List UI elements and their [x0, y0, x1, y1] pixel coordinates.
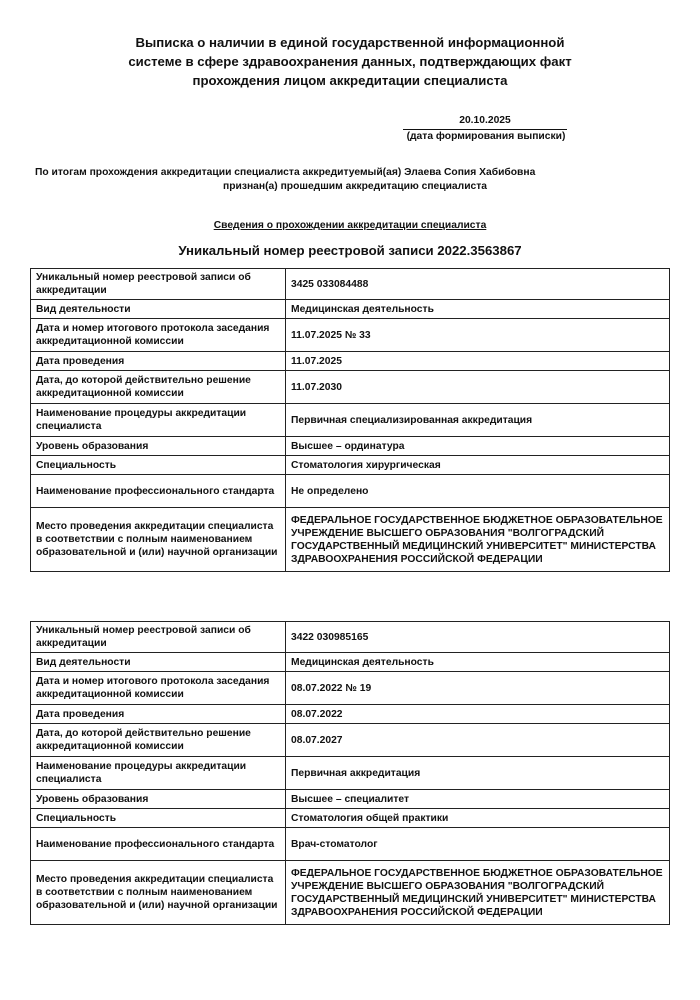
row-label: Наименование процедуры аккредитации специалиста — [31, 404, 286, 437]
document-title-line: системе в сфере здравоохранения данных, подтверждающих факт — [128, 54, 572, 69]
document-title-line: прохождения лицом аккредитации специалиста — [192, 73, 508, 88]
table-row — [31, 809, 670, 828]
row-value: ФЕДЕРАЛЬНОЕ ГОСУДАРСТВЕННОЕ БЮДЖЕТНОЕ ОБРАЗОВАТЕЛЬНОЕ УЧРЕЖДЕНИЕ ВЫСШЕГО ОБРАЗОВАНИЯ "ВОЛГОГРАДСКИЙ ГОСУДАРСТВЕННЫЙ МЕДИЦИНСКИЙ УНИВЕРСИТЕТ" МИНИСТЕРСТВА ЗДРАВООХРАНЕНИЯ РОССИЙСКОЙ ФЕДЕРАЦИИ — [286, 508, 670, 572]
row-value: Стоматология общей практики — [286, 809, 670, 828]
table-row — [31, 622, 670, 653]
table-row — [31, 672, 670, 705]
table-row — [31, 269, 670, 300]
table-row — [31, 404, 670, 437]
row-label: Дата и номер итогового протокола заседания аккредитационной комиссии — [31, 319, 286, 352]
row-value: 11.07.2030 — [286, 371, 670, 404]
row-label: Вид деятельности — [31, 300, 286, 319]
table-row — [31, 790, 670, 809]
intro-line: признан(а) прошедшим аккредитацию специалиста — [223, 181, 488, 192]
row-label: Специальность — [31, 809, 286, 828]
row-value: 3425 033084488 — [286, 269, 670, 300]
table-row — [31, 508, 670, 572]
row-label: Дата проведения — [31, 352, 286, 371]
table-row — [31, 828, 670, 861]
row-label: Наименование процедуры аккредитации специалиста — [31, 757, 286, 790]
intro-line: По итогам прохождения аккредитации специалиста аккредитуемый(ая) Элаева Сопия Хабибовна — [35, 167, 536, 178]
table-row — [31, 705, 670, 724]
row-label: Уровень образования — [31, 437, 286, 456]
registry-number-heading: Уникальный номер реестровой записи 2022.3563867 — [178, 243, 522, 258]
table-row — [31, 724, 670, 757]
row-value: Врач-стоматолог — [286, 828, 670, 861]
row-label: Дата, до которой действительно решение аккредитационной комиссии — [31, 371, 286, 404]
row-value: ФЕДЕРАЛЬНОЕ ГОСУДАРСТВЕННОЕ БЮДЖЕТНОЕ ОБРАЗОВАТЕЛЬНОЕ УЧРЕЖДЕНИЕ ВЫСШЕГО ОБРАЗОВАНИЯ "ВОЛГОГРАДСКИЙ ГОСУДАРСТВЕННЫЙ МЕДИЦИНСКИЙ УНИВЕРСИТЕТ" МИНИСТЕРСТВА ЗДРАВООХРАНЕНИЯ РОССИЙСКОЙ ФЕДЕРАЦИИ — [286, 861, 670, 925]
row-value: Стоматология хирургическая — [286, 456, 670, 475]
row-label: Уникальный номер реестровой записи об аккредитации — [31, 269, 286, 300]
row-value: Медицинская деятельность — [286, 300, 670, 319]
statement-date-block — [401, 114, 571, 144]
row-value: 08.07.2022 — [286, 705, 670, 724]
row-label: Наименование профессионального стандарта — [31, 828, 286, 861]
row-value: 11.07.2025 — [286, 352, 670, 371]
section-heading: Сведения о прохождении аккредитации специалиста — [213, 220, 487, 231]
row-label: Уникальный номер реестровой записи об аккредитации — [31, 622, 286, 653]
row-label: Специальность — [31, 456, 286, 475]
row-value: Не определено — [286, 475, 670, 508]
accreditation-table — [30, 621, 670, 925]
table-row — [31, 319, 670, 352]
row-value: 08.07.2027 — [286, 724, 670, 757]
row-label: Место проведения аккредитации специалиста в соответствии с полным наименованием образовательной и (или) научной организации — [31, 508, 286, 572]
table-row — [31, 437, 670, 456]
row-value: 11.07.2025 № 33 — [286, 319, 670, 352]
statement-date: 20.10.2025 — [403, 114, 567, 130]
statement-date-caption: (дата формирования выписки) — [406, 131, 566, 142]
row-value: Высшее – ординатура — [286, 437, 670, 456]
row-label: Вид деятельности — [31, 653, 286, 672]
row-value: Первичная специализированная аккредитация — [286, 404, 670, 437]
row-label: Наименование профессионального стандарта — [31, 475, 286, 508]
table-row — [31, 456, 670, 475]
accreditation-table — [30, 268, 670, 572]
row-label: Дата проведения — [31, 705, 286, 724]
table-row — [31, 300, 670, 319]
row-label: Место проведения аккредитации специалиста в соответствии с полным наименованием образовательной и (или) научной организации — [31, 861, 286, 925]
table-row — [31, 352, 670, 371]
table-row — [31, 475, 670, 508]
row-label: Дата и номер итогового протокола заседания аккредитационной комиссии — [31, 672, 286, 705]
table-row — [31, 861, 670, 925]
row-value: Высшее – специалитет — [286, 790, 670, 809]
row-value: 08.07.2022 № 19 — [286, 672, 670, 705]
document-title-line: Выписка о наличии в единой государственной информационной — [135, 35, 565, 50]
table-row — [31, 653, 670, 672]
row-value: Медицинская деятельность — [286, 653, 670, 672]
row-label: Уровень образования — [31, 790, 286, 809]
row-value: 3422 030985165 — [286, 622, 670, 653]
table-row — [31, 371, 670, 404]
row-label: Дата, до которой действительно решение аккредитационной комиссии — [31, 724, 286, 757]
document-title — [100, 33, 600, 90]
row-value: Первичная аккредитация — [286, 757, 670, 790]
table-row — [31, 757, 670, 790]
